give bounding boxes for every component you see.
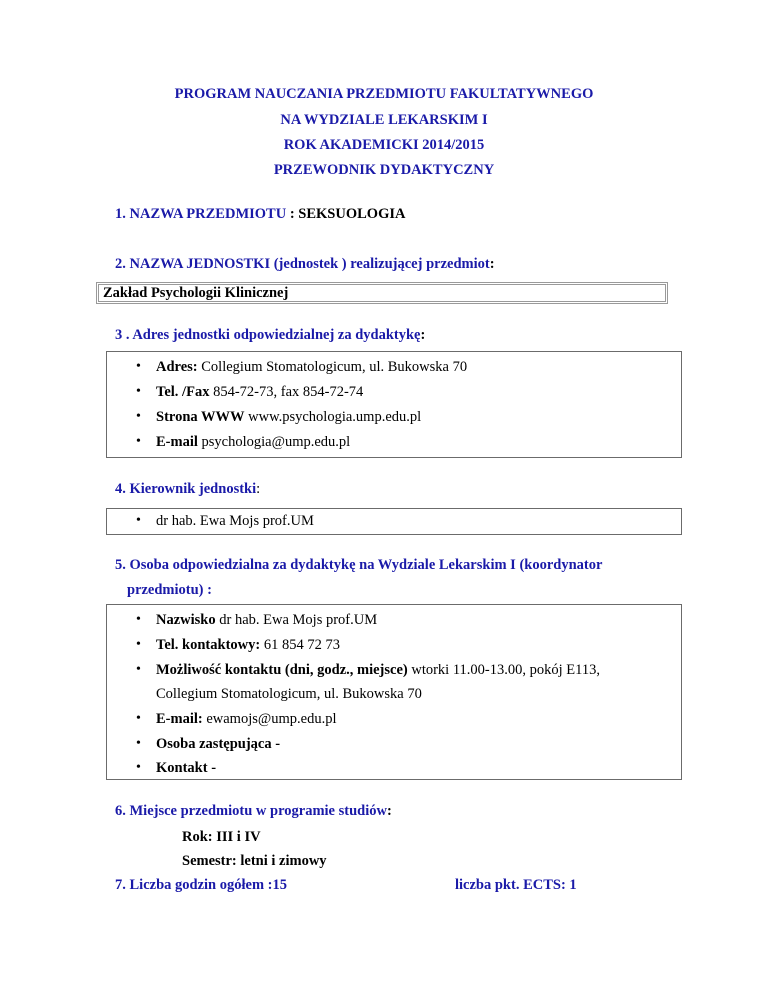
item-value: ewamojs@ump.edu.pl (202, 711, 337, 727)
doc-title-line1: PROGRAM NAUCZANIA PRZEDMIOTU FAKULTATYWNEGO (174, 86, 594, 102)
item-key: Osoba zastępująca - (156, 736, 281, 752)
section-3-label: 3 . Adres jednostki odpowiedzialnej za dydaktykę (115, 327, 421, 343)
item-value: www.psychologia.ump.edu.pl (244, 409, 422, 425)
section-1-sep: : (286, 206, 299, 222)
section-6-label: 6. Miejsce przedmiotu w programie studiów (115, 803, 387, 819)
item-value: 61 854 72 73 (260, 637, 340, 653)
section-2-heading (115, 256, 495, 273)
item-key: Tel. /Fax (156, 384, 210, 400)
study-year: Rok: III i IV (182, 829, 261, 845)
section-4-label: 4. Kierownik jednostki (115, 481, 257, 497)
item-value: wtorki 11.00-13.00, pokój E113, (407, 662, 600, 678)
ects-points: liczba pkt. ECTS: 1 (455, 877, 577, 893)
bullet-icon: • (136, 513, 141, 528)
bullet-icon: • (136, 736, 141, 751)
section-4-colon: : (256, 481, 261, 497)
section-1-value: SEKSUOLOGIA (298, 206, 406, 222)
section-2-label: 2. NAZWA JEDNOSTKI (jednostek ) realizującej przedmiot (115, 256, 490, 272)
item-key: Strona WWW (156, 409, 245, 425)
item-key: Adres: (156, 359, 198, 375)
section-1-label: 1. NAZWA PRZEDMIOTU (115, 206, 287, 222)
item-key: Nazwisko (156, 612, 216, 628)
section-5-label-line1: 5. Osoba odpowiedzialna za dydaktykę na Wydziale Lekarskim I (koordynator (115, 557, 603, 573)
bullet-icon: • (136, 384, 141, 399)
item-value: psychologia@ump.edu.pl (197, 434, 351, 450)
item-value: Collegium Stomatologicum, ul. Bukowska 70 (197, 359, 468, 375)
bullet-icon: • (136, 434, 141, 449)
section-6-heading (115, 803, 392, 820)
bullet-icon: • (136, 637, 141, 652)
section-6-colon: : (386, 803, 392, 819)
item-key: E-mail: (156, 711, 203, 727)
section-2-colon: : (489, 256, 495, 272)
doc-title-line2: NA WYDZIALE LEKARSKIM I (280, 112, 488, 128)
item-value: dr hab. Ewa Mojs prof.UM (215, 612, 378, 628)
section-4-value: dr hab. Ewa Mojs prof.UM (156, 513, 314, 529)
item-key: Tel. kontaktowy: (156, 637, 261, 653)
section-2-box (96, 282, 668, 304)
section-3-box (106, 351, 682, 458)
section-3-heading (115, 327, 425, 344)
section-5-label-line2: przedmiotu) : (127, 582, 212, 598)
section-5-heading-line1 (115, 557, 602, 574)
section-5-box (106, 604, 682, 780)
section-1-heading (115, 206, 405, 223)
doc-title-line3: ROK AKADEMICKI 2014/2015 (283, 137, 485, 153)
item-key: Możliwość kontaktu (dni, godz., miejsce) (156, 662, 408, 678)
study-semester: Semestr: letni i zimowy (182, 853, 327, 869)
bullet-icon: • (136, 662, 141, 677)
item-key: E-mail (156, 434, 198, 450)
section-7-label: 7. Liczba godzin ogółem :15 (115, 877, 287, 893)
section-3-colon: : (420, 327, 426, 343)
section-4-heading (115, 481, 260, 498)
bullet-icon: • (136, 711, 141, 726)
section-2-value: Zakład Psychologii Klinicznej (103, 285, 289, 301)
bullet-icon: • (136, 359, 141, 374)
section-4-box (106, 508, 682, 535)
section-7-heading (115, 877, 287, 894)
section-5-heading-line2 (127, 582, 212, 599)
item-key: Kontakt - (156, 760, 217, 776)
item-value: 854-72-73, fax 854-72-74 (209, 384, 364, 400)
contact-continuation: Collegium Stomatologicum, ul. Bukowska 70 (156, 686, 422, 702)
bullet-icon: • (136, 760, 141, 775)
bullet-icon: • (136, 409, 141, 424)
doc-title-line4: PRZEWODNIK DYDAKTYCZNY (273, 162, 495, 178)
bullet-icon: • (136, 612, 141, 627)
